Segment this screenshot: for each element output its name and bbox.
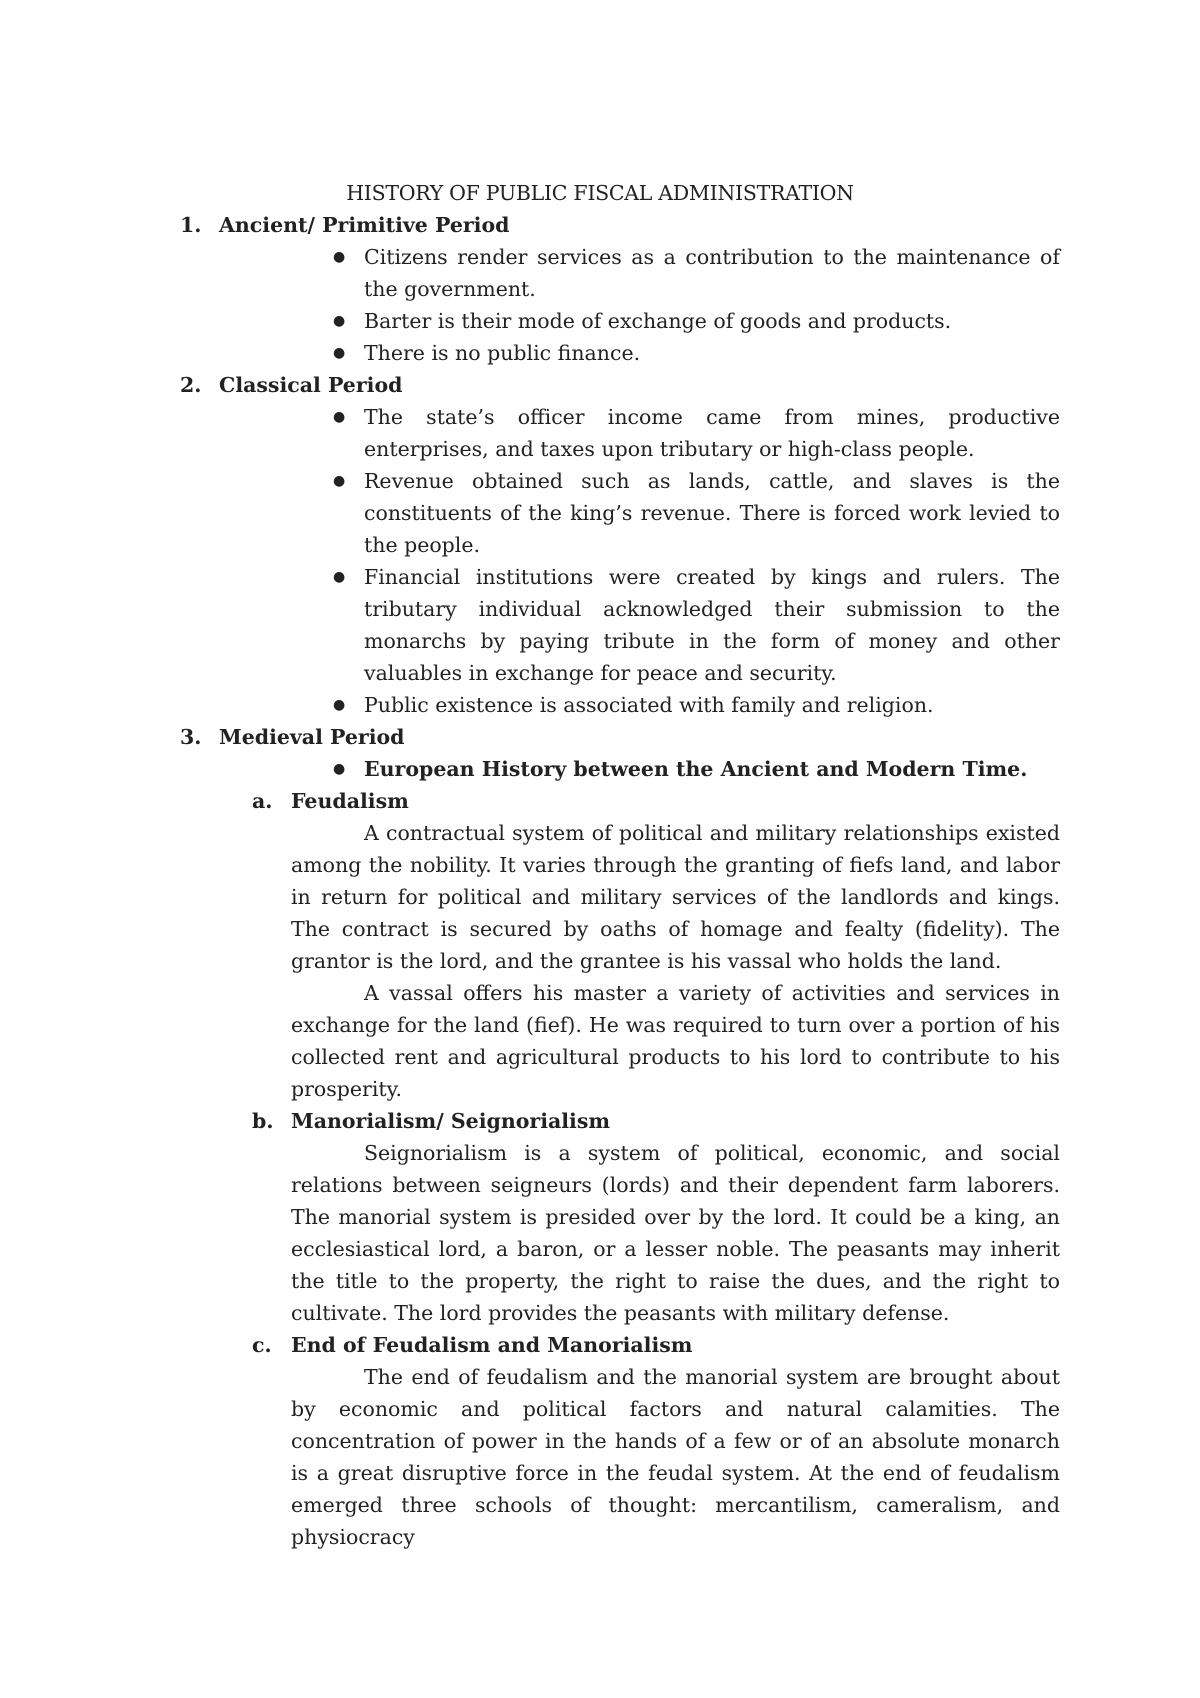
bullet-icon: ● (333, 409, 346, 425)
bullet-list-classical (180, 401, 1060, 721)
list-item (180, 465, 1060, 561)
bullet-text: Public existence is associated with family and religion. (364, 693, 934, 717)
bullet-text: The state’s officer income came from mines, productive enterprises, and taxes upon tributary or high-class people. (364, 405, 1060, 461)
section-heading-medieval (180, 721, 1060, 753)
section-title: Ancient/ Primitive Period (219, 213, 510, 237)
subsection-heading-end-of-feudalism (180, 1329, 1060, 1361)
bullet-icon: ● (333, 569, 346, 585)
paragraph: A contractual system of political and military relationships existed among the nobility. It varies through the granting of fiefs land, and labor in return for political and military services of the landlords and kings. The contract is secured by oaths of homage and fealty (fidelity). The grantor is the lord, and the grantee is his vassal who holds the land. (291, 821, 1060, 973)
list-item (180, 401, 1060, 465)
section-number: 3. (180, 725, 202, 749)
section-title: Medieval Period (219, 725, 405, 749)
subsection-heading-feudalism (180, 785, 1060, 817)
list-item (180, 753, 1060, 785)
list-item (180, 689, 1060, 721)
list-item (180, 305, 1060, 337)
paragraph: The end of feudalism and the manorial system are brought about by economic and political factors and natural calamities. The concentration of power in the hands of a few or of an absolute monarch is a great disruptive force in the feudal system. At the end of feudalism emerged three schools of thought: mercantilism, cameralism, and physiocracy (291, 1365, 1060, 1549)
section-number: 2. (180, 373, 202, 397)
paragraph: A vassal offers his master a variety of activities and services in exchange for the land (fief). He was required to turn over a portion of his collected rent and agricultural products to his lord to contribute to his prosperity. (291, 981, 1060, 1101)
bullet-icon: ● (333, 313, 346, 329)
bullet-icon: ● (333, 249, 346, 265)
list-item (180, 241, 1060, 305)
subsection-title: End of Feudalism and Manorialism (291, 1333, 693, 1357)
document-title: HISTORY OF PUBLIC FISCAL ADMINISTRATION (346, 181, 854, 205)
subsection-letter: b. (252, 1109, 274, 1133)
paragraph: Seignorialism is a system of political, economic, and social relations between seigneurs (lords) and their dependent farm laborers. The manorial system is presided over by the lord. It could be a king, an ecclesiastical lord, a baron, or a lesser noble. The peasants may inherit the title to the property, the right to raise the dues, and the right to cultivate. The lord provides the peasants with military defense. (291, 1141, 1060, 1325)
bullet-list-medieval (180, 753, 1060, 785)
subsection-title: Feudalism (291, 789, 409, 813)
list-item (180, 561, 1060, 689)
bullet-text: Barter is their mode of exchange of goods and products. (364, 309, 952, 333)
bullet-text: Citizens render services as a contribution to the maintenance of the government. (364, 245, 1060, 301)
subsection-letter: c. (252, 1333, 272, 1357)
bullet-text: European History between the Ancient and Modern Time. (364, 757, 1028, 781)
bullet-text: Financial institutions were created by kings and rulers. The tributary individual acknowledged their submission to the monarchs by paying tribute in the form of money and other valuables in exchange for peace and security. (364, 565, 1060, 685)
subsection-letter: a. (252, 789, 273, 813)
section-number: 1. (180, 213, 202, 237)
subsection-heading-manorialism (180, 1105, 1060, 1137)
bullet-icon: ● (333, 345, 346, 361)
section-heading-ancient (180, 209, 1060, 241)
list-item (180, 337, 1060, 369)
section-title: Classical Period (219, 373, 403, 397)
bullet-icon: ● (333, 761, 346, 777)
bullet-list-ancient (180, 241, 1060, 369)
bullet-icon: ● (333, 697, 346, 713)
document-body (180, 209, 1060, 1553)
subsection-title: Manorialism/ Seignorialism (291, 1109, 611, 1133)
bullet-text: There is no public finance. (364, 341, 641, 365)
bullet-icon: ● (333, 473, 346, 489)
bullet-text: Revenue obtained such as lands, cattle, and slaves is the constituents of the king’s revenue. There is forced work levied to the people. (364, 469, 1060, 557)
section-heading-classical (180, 369, 1060, 401)
